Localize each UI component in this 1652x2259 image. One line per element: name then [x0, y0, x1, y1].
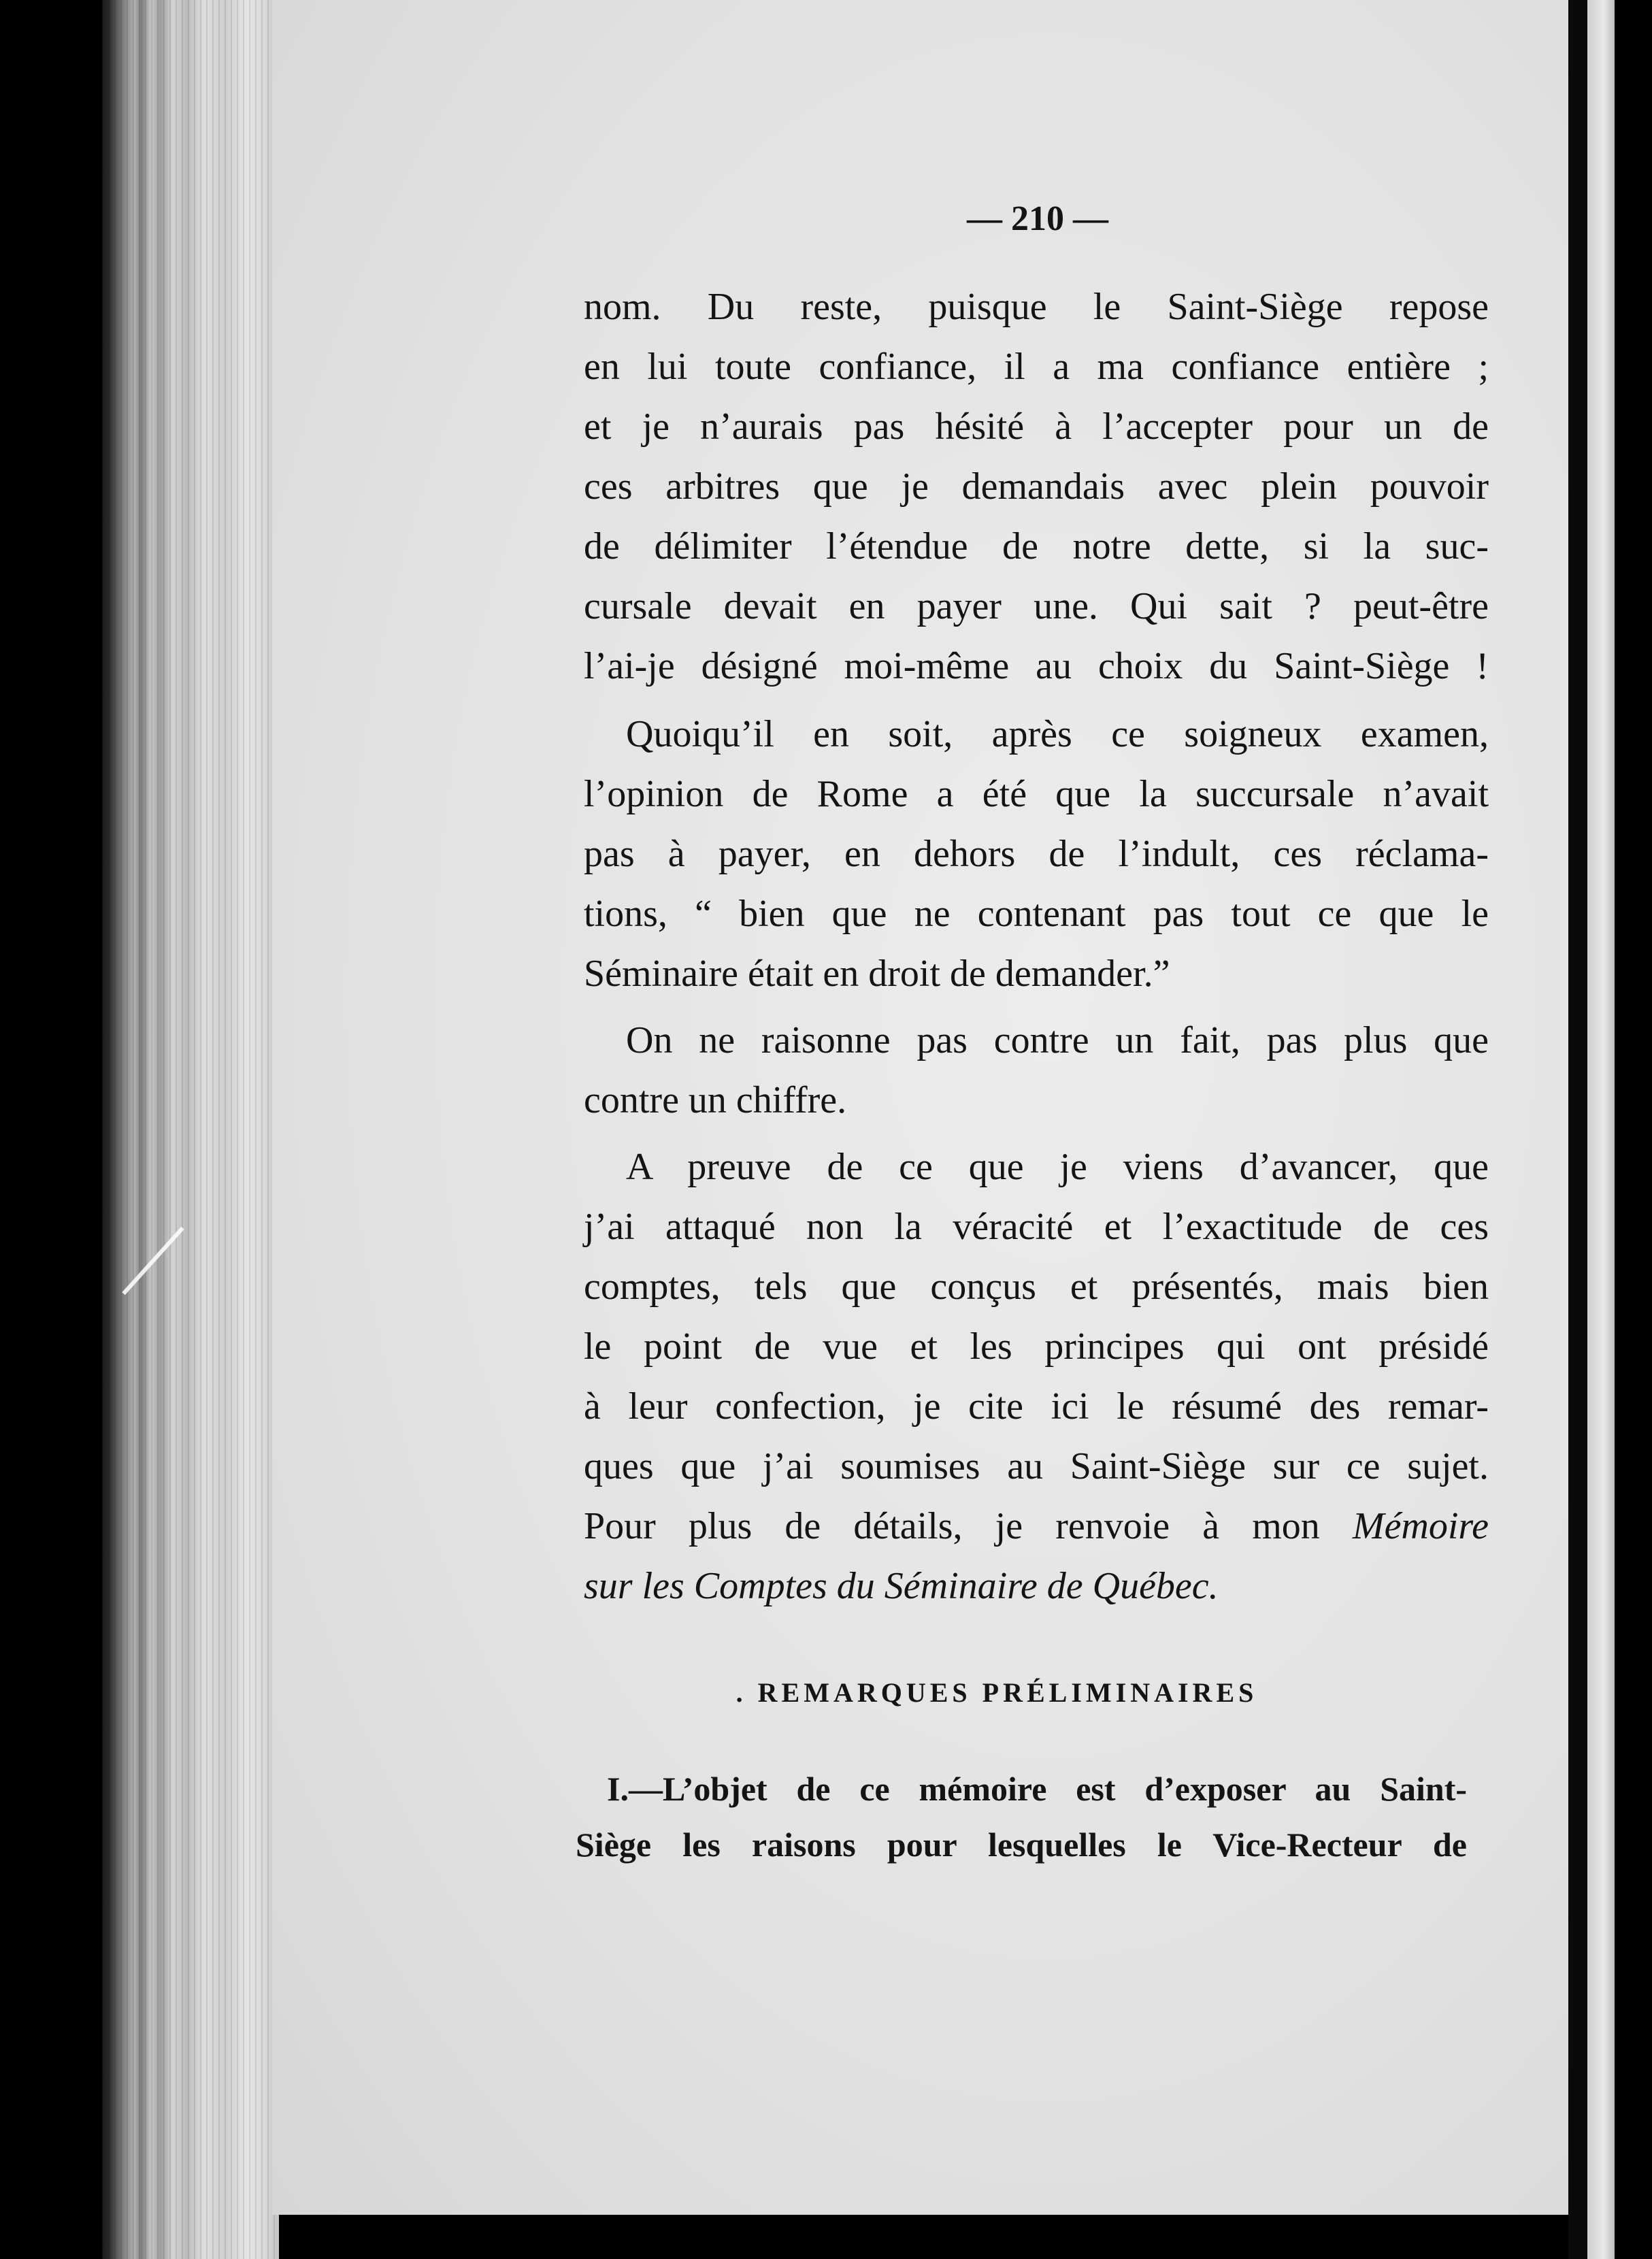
text-line: sur les Comptes du Séminaire de Québec. [584, 1565, 1219, 1607]
text-line: cursale devait en payer une. Qui sait ? peut-être [584, 585, 1489, 627]
text-line: pas à payer, en dehors de l’indult, ces réclama- [584, 833, 1489, 875]
text-fragment: Pour plus de détails, je renvoie à mon [584, 1505, 1320, 1547]
gutter-shadow [1568, 0, 1587, 2259]
text-line: contre un chiffre. [584, 1079, 847, 1121]
bold-text-line: I.—L’objet de ce mémoire est d’exposer au Saint- [607, 1770, 1467, 1808]
section-heading: . REMARQUES PRÉLIMINAIRES [736, 1677, 1258, 1708]
page-number: — 210 — [967, 199, 1108, 238]
italic-title-word: Mémoire [1352, 1505, 1489, 1547]
text-line: A preuve de ce que je viens d’avancer, que [626, 1146, 1489, 1188]
text-line: le point de vue et les principes qui ont présidé [584, 1325, 1489, 1368]
text-line: et je n’aurais pas hésité à l’accepter pour un de [584, 406, 1489, 448]
text-line: l’ai-je désigné moi-même au choix du Saint-Siège ! [584, 645, 1489, 687]
text-line: comptes, tels que conçus et présentés, mais bien [584, 1266, 1489, 1308]
text-line: de délimiter l’étendue de notre dette, si la suc- [584, 525, 1489, 567]
text-line: tions, “ bien que ne contenant pas tout ce que le [584, 893, 1489, 935]
text-line: j’ai attaqué non la véracité et l’exactitude de ces [584, 1206, 1489, 1248]
bold-text-line: Siège les raisons pour lesquelles le Vice-Recteur de [576, 1826, 1467, 1864]
text-line: On ne raisonne pas contre un fait, pas plus que [626, 1019, 1489, 1061]
text-line: ques que j’ai soumises au Saint-Siège sur ce sujet. [584, 1445, 1489, 1487]
text-line: en lui toute confiance, il a ma confiance entière ; [584, 346, 1489, 388]
text-line: ces arbitres que je demandais avec plein pouvoir [584, 465, 1489, 508]
text-line: Quoiqu’il en soit, après ce soigneux examen, [626, 713, 1489, 755]
text-line: l’opinion de Rome a été que la succursale n’avait [584, 773, 1489, 815]
text-line: à leur confection, je cite ici le résumé des remar- [584, 1385, 1489, 1428]
next-page-edge [1587, 0, 1615, 2259]
text-line: Séminaire était en droit de demander.” [584, 953, 1170, 995]
page-edge-lines [102, 0, 279, 2259]
text-line: nom. Du reste, puisque le Saint-Siège repose [584, 286, 1489, 328]
text-line [584, 1504, 1489, 1549]
